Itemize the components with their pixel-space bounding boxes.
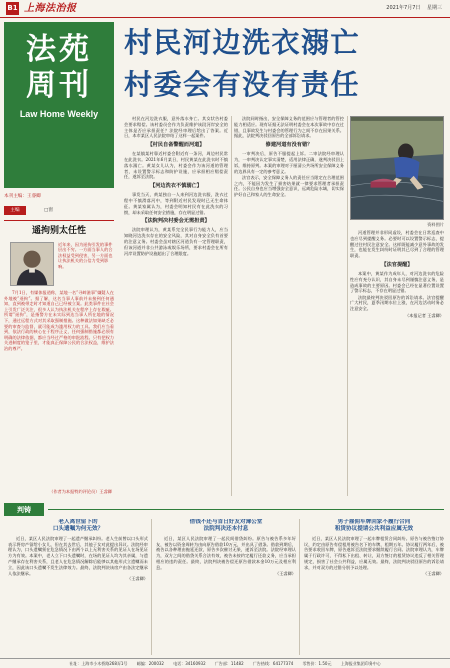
section-title-english: Law Home Weekly [19,109,99,119]
article-column-1 [124,116,228,496]
column-intro: 近年来，因为遥拘引发的事件层出不穷。一方面当事人的合法权益受到侵害，另一方面也让执法机关的公信力受到影响。 [58,242,113,269]
article-column-3 [350,230,444,496]
issue-info [381,5,442,12]
column-divider [347,116,348,496]
headline-line1: 村民河边洗衣溺亡 [124,26,361,59]
bottom-section-tag: 判铸 [4,503,44,516]
case-article-3 [304,519,444,655]
case-body [304,536,444,571]
section-title-line2: 周刊 [26,68,92,103]
article-photo [350,116,444,220]
column-body: 7月1日，有媒体报道称，某地一名“寻衅滋事”嫌疑人在外地被“遥拘”。据了解，这名当事人事前并未接到任何通知，直到被带走时才知道自己已经被立案。此类事件在社会上引发广泛关注，很多人认为执法机关在程序上存在瑕疵。所谓“遥拘”，是指警方在未实际到达当事人所在地的情况下，通过远程方式对其采取强制措施。这种做法如果缺乏必要的审查与监督，就可能成为滥用权力的工具。我们应当看到，依法行政的核心在于程序正义，任何强制措施都必须有明确的法律依据，都应当经过严格的审批流程。只有把权力关进制度的笼子里，才能真正保障公民的合法权益，维护法治的尊严。 [4,290,114,351]
column-divider [231,116,232,496]
article-paragraph: 一审判决后，原告不服提起上诉。二审法院经审理认为，一审判决认定事实清楚，适用法律正确，遂判决驳回上诉，维持原判。本案的审理对于厘清公共场所安全保障义务的边界具有一定的参考意义。 [234,151,344,174]
footer-address: 社址：上海市小木桥路268弄1号 [69,661,128,666]
section-masthead [4,22,114,188]
section-editor: 本刊主编：王睿卿 [4,194,41,199]
article-paragraph: 法院审理认为，黄某系完全民事行为能力人，应当知晓河边洗衣存在的安全风险，其对自身安全负有首要的注意义务。村委会虽对辖区河道负有一定管理职责，但该河道并非公共游泳或娱乐场所，要求村委会在所有河岸设置防护设施超出了合理限度。 [124,227,228,256]
column-title: 遥拘别太任性 [31,226,86,236]
article-subhead: 【 法院判决村委会无需担责 】 [124,217,228,226]
newspaper-title: 上海法治报 [24,3,77,14]
bottom-section-rule [48,509,444,510]
page-header [0,0,450,18]
article-paragraph: 在某镇某村靠近村委会附近有一条河，周边村民常在此洗衣。2021年6月某日，村民黄某在此洗衣时不慎落水溺亡。黄某女儿认为，村委会作为该河道的管理者，未设置警示标志和防护设施，应承担相应赔偿责任，遂诉至法院。 [124,151,228,180]
case-body [8,536,148,577]
case-paragraph: 近日，某区人民法院审理了一起遗产继承纠纷。老人生前曾以口头形式表示将房产留给小女儿，但在其去世后，其他子女对此提出异议。法院经审理认为，口头遗嘱须在危急情况下由两个以上无利害关系的见证人在场见证方为有效。本案中，老人立下口头遗嘱时，在场的见证人均为其亲属，与遗产继承存在利害关系，且老人在危急情况解除后能够以其他形式立遗嘱而未立，因此该口头遗嘱不发生法律效力。最终，法院判决该房产由各法定继承人依法继承。 [8,535,148,576]
article-subhead: 【 河边洗衣不慎溺亡 】 [124,182,228,191]
footer-hotline: 广告热线：64177374 [252,661,294,666]
case-author: （王睿卿） [423,570,444,576]
case-title: 老人离世留下的 口头遗嘱为何无效？ [52,519,104,533]
article-column-2 [234,116,344,496]
footer-ad: 广告部：11482 [214,661,244,666]
left-column [4,22,114,496]
river-washing-photo [351,117,443,219]
left-divider [4,220,114,221]
case-paragraph: 近日，某区人民法院审理了一起车牌租赁合同纠纷。原告与被告签订协议，约定由原告有偿租用被告名下的车牌，租期五年。协议履行两年后，被告要求收回车牌，原告遂诉至法院要求继续履行合同。法院审理认为，车牌属于行政许可，不得私下出租、转让，双方签订的租赁协议违反了相关管理规定，损害了社会公共利益，应属无效。最终，法院判决驳回原告的诉讼请求，并对双方的过错分别予以处理。 [304,535,444,570]
case-author: （王睿卿） [275,570,296,576]
portrait-image [11,243,53,285]
case-article-2 [156,519,296,655]
case-title: 男子雇佣车牌回家不履行合同 租赁协议提请公共利益应属无效 [334,519,414,533]
headline-line2: 村委会有没有责任 [124,68,361,101]
article-subhead: 【 法官提醒 】 [350,261,444,270]
column-divider [151,519,152,655]
case-paragraph: 近日，某区人民法院审理了一起民间借贷纠纷。原告与被告系多年好友，被告以资金周转为由向原告借款10万元，并出具了借条。借款到期后，被告以各种理由拖延还款，原告多次催讨无果，遂诉至法院。法院经审理认为，双方之间的借贷关系合法有效，被告未按约定履行还款义务，应当承担相应的违约责任。最终，法院判决被告偿还原告借款本金10万元及相应利息。 [156,535,296,570]
host-name: □窗 [44,208,53,213]
page-footer [0,658,450,668]
case-author: （王睿卿） [127,576,148,582]
case-article-1 [8,519,148,655]
article-paragraph: 事发当天，黄某独自一人来到河边洗衣服，洗衣过程中不慎滑落河中，等到附近村民发现时已无生命体征。黄某家属认为，村委会明知村民有在此洗衣的习惯，却未采取任何安全措施，存在明显过错。 [124,192,228,215]
section-title-line1: 法苑 [26,32,92,67]
case-title: 借钱不还与首日好友对簿公堂 法院判决还本付息 [189,519,263,533]
section-title [4,32,114,104]
issue-date: 2021年7月7日 [386,5,421,11]
article-paragraph: 本案中，黄某作为成年人，对河边洗衣的危险性应有充分认识，其自身未尽到谨慎注意义务，是造成事故的主要原因。村委会已经在显著位置设置了警示标志，不存在明显过错。 [350,270,444,294]
article-author: （本报记者 王睿卿） [404,312,444,318]
article-paragraph: 法院最终判决驳回原告的诉讼请求。法官提醒广大村民，夏季汛期水位上涨，在河边活动时务必注意安全。 [350,294,444,312]
article-paragraph: 河道管理并非形同虚设，村委会在日常巡查中也应尽到提醒义务。必要时可以设置警示标志，提醒过往村民注意安全。这样既能减少意外事故的发生，也能在发生纠纷时证明其已尽到了合理的管理职责。 [350,230,444,259]
case-body [156,536,296,571]
column-divider [299,519,300,655]
article-subhead: 【 村民自备警醒而河道 】 [124,141,228,150]
photo-caption: 资料图片 [427,222,444,227]
issue-weekday: 星期三 [426,5,442,11]
column-author: （作者为本报特约评论员）王睿卿 [49,489,112,494]
article-paragraph: 法院同时指出，安全保障义务的范围应与管理者的管控能力相适应。现有证据无法证明村委会在本次事故中存在过错，且事故发生与村委会的管理行为之间不存在因果关系。据此，法院判决驳回原告的全部诉讼请求。 [234,116,344,139]
host-tag: 主编 [4,206,26,215]
article-lead: 村民在河边洗衣服，意外落水身亡。其女状告村委会要求赔偿。该村委员会作为负责维护该段河岸安全的主体是否应承担责任？法院经审理后给出了答案。近日，本市某区人民法院审结了这样一起案件。 [124,116,228,139]
footer-tel: 电话：34160932 [173,661,206,666]
footer-price: 零售价：1.50元 [302,661,332,666]
bottom-section-header [4,503,444,516]
article-subhead: 修建河道有没有错？ [265,142,313,149]
article-paragraph: 法官表示，安全保障义务人的责任应当限定在合理范围之内，不能因为发生了损害结果就一律要求管理者承担责任。公民自身也应当增强安全意识，远离危险水域，切实保护好自己和家人的生命安全。 [234,174,344,198]
author-portrait [10,242,54,286]
footer-printer: 上海报业集团印务中心 [340,661,381,666]
page-number-badge: B1 [6,2,19,15]
footer-postcode: 邮编：200032 [136,661,164,666]
main-headline [124,24,444,110]
